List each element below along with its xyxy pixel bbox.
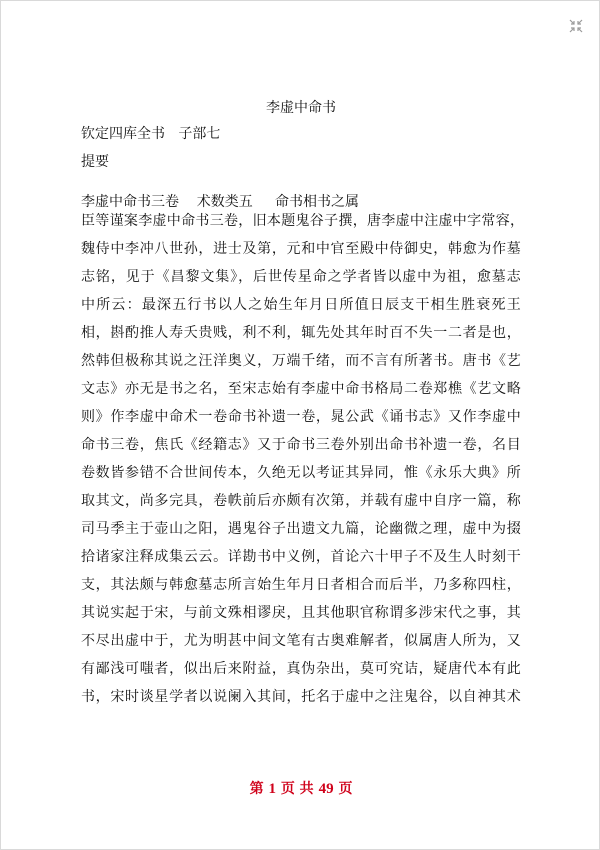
body-line: 臣等谨案李虚中命书三卷，旧本题鬼谷子撰，唐李虚中注虚中字常容， (81, 213, 525, 229)
body-line: 志铭，见于《昌黎文集》，后世传星命之学者皆以虚中为祖，愈墓志 (81, 269, 521, 285)
body-line: 中所云：最深五行书以人之始生年月日所值日辰支干相生胜衰死王 (81, 297, 521, 313)
body-line: 书，宋时谈星学者以说阑入其间，托名于虚中之注鬼谷，以自神其术 (81, 689, 521, 705)
collection-header: 钦定四库全书 子部七 (81, 126, 221, 142)
collapse-arrows-icon[interactable] (569, 19, 583, 33)
body-line: 有鄙浅可嗤者，似出后来附益，真伪杂出，莫可究诘，疑唐代本有此 (81, 661, 521, 677)
current-page-number: 1 (268, 781, 276, 797)
body-line: 卷数皆参错不合世间传本，久绝无以考证其异同，惟《永乐大典》所 (81, 465, 521, 481)
body-line: 文志》亦无是书之名，至宋志始有李虚中命书格局二卷郑樵《艺文略 (81, 381, 521, 397)
body-line: 相，斟酌推人寿夭贵贱，利不利，辄先处其年时百不失一二者是也， (81, 325, 521, 341)
body-line: 然韩但极称其说之汪洋奥义，万端千绪，而不言有所著书。唐书《艺 (81, 353, 521, 369)
body-text (81, 207, 525, 711)
page-indicator-middle: 页 共 (280, 781, 314, 797)
page-indicator-suffix: 页 (338, 781, 353, 797)
document-title: 李虚中命书 (266, 100, 336, 116)
body-line: 魏侍中李冲八世孙，进士及第，元和中官至殿中侍御史，韩愈为作墓 (81, 241, 521, 257)
total-pages-number: 49 (318, 781, 334, 797)
body-line: 支，其法颇与韩愈墓志所言始生年月日者相合而后半，乃多称四柱， (81, 577, 521, 593)
section-label: 提要 (81, 154, 109, 170)
body-line: 命书三卷，焦氏《经籍志》又于命书三卷外别出命书补遗一卷，名目 (81, 437, 521, 453)
body-line: 取其文，尚多完具，卷帙前后亦颇有次第，并载有虚中自序一篇，称 (81, 493, 521, 509)
body-line: 拾诸家注释成集云云。详勘书中义例，首论六十甲子不及生人时刻干 (81, 549, 521, 565)
page-indicator-prefix: 第 (249, 781, 264, 797)
body-line: 司马季主于壶山之阳，遇鬼谷子出遗文九篇，论幽微之理，虚中为掇 (81, 521, 521, 537)
entry-classification: 李虚中命书三卷 术数类五 命书相书之属 (81, 194, 360, 210)
body-line: 不尽出虚中于，尤为明甚中间文笔有古奥难解者，似属唐人所为，又 (81, 633, 521, 649)
page-indicator (1, 778, 600, 798)
body-line: 其说实起于宋，与前文殊相谬戾，且其他职官称谓多涉宋代之事，其 (81, 605, 521, 621)
body-line: 则》作李虚中命术一卷命书补遗一卷，晁公武《诵书志》又作李虚中 (81, 409, 521, 425)
